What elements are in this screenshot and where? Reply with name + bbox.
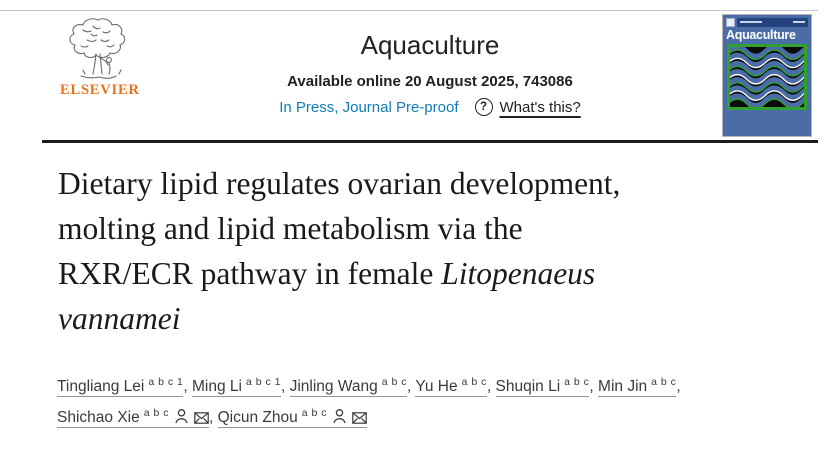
journal-header [205,30,655,116]
elsevier-wordmark: ELSEVIER [60,82,140,98]
author-name: Shichao Xie [57,409,140,426]
author-affiliation-superscript: a b c [461,376,487,388]
cover-journal-title: Aquaculture [726,28,796,42]
title-line-1: Dietary lipid regulates ovarian development, [58,166,621,201]
article-title [58,161,818,341]
author-affiliation-superscript: a b c 1 [148,376,184,388]
cover-wave-art [727,44,807,110]
envelope-icon [194,412,209,424]
person-icon [175,409,188,424]
author-link[interactable] [57,409,209,428]
person-icon [333,409,346,424]
author-name: Min Jin [598,378,648,395]
in-press-link[interactable]: In Press, Journal Pre-proof [279,98,459,116]
journal-cover-thumbnail[interactable] [722,14,812,137]
author-name: Tingliang Lei [57,378,145,395]
cover-publisher-mark-icon [726,18,735,27]
question-mark-circle-icon[interactable]: ? [475,98,493,116]
availability-line: Available online 20 August 2025, 743086 [287,73,573,90]
author-list: Tingliang Lei $^{a b c 1}$, Ming Li $^{a b c 1}$, Jinling Wang $^{a b c}$, Yu He $^{a b c}$, Shuqin Li $^{a b c}$, Min Jin $^{a b c}$, Shichao Xie $^{a b c}$ , Qicun Zhou $^{a b c}$ [57,376,681,426]
whats-this-link[interactable]: What's this? [499,98,581,116]
title-line-2: molting and lipid metabolism via the [58,211,523,246]
cover-waves [730,47,804,107]
author-affiliation-superscript: a b c 1 [245,376,281,388]
author-link[interactable] [290,378,407,397]
elsevier-tree-icon [62,16,134,80]
cover-top-band [726,18,808,27]
author-name: Shuqin Li [495,378,561,395]
author-name: Yu He [415,378,458,395]
author-link[interactable] [192,378,281,397]
author-link[interactable] [496,378,590,397]
author-name: Qicun Zhou [217,409,298,426]
journal-title-link[interactable]: Aquaculture [360,30,500,60]
author-name: Ming Li [191,378,242,395]
header-divider [42,140,818,143]
author-affiliation-superscript: a b c [651,376,677,388]
author-link[interactable] [57,378,183,397]
author-link[interactable] [218,409,367,428]
author-affiliation-superscript: a b c [381,376,408,388]
author-affiliation-superscript: a b c [301,407,328,419]
title-line-3: RXR/ECR pathway in female Litopenaeus [58,256,596,291]
author-link[interactable] [598,378,676,397]
author-affiliation-superscript: a b c [143,407,169,419]
status-links-row [205,98,655,116]
title-line-4: vannamei [58,301,181,336]
top-rule [0,10,818,11]
cover-info-band [737,18,808,27]
author-name: Jinling Wang [289,378,378,395]
author-affiliation-superscript: a b c [564,376,590,388]
envelope-icon [352,412,367,424]
author-link[interactable] [415,378,487,397]
elsevier-logo [60,16,140,99]
